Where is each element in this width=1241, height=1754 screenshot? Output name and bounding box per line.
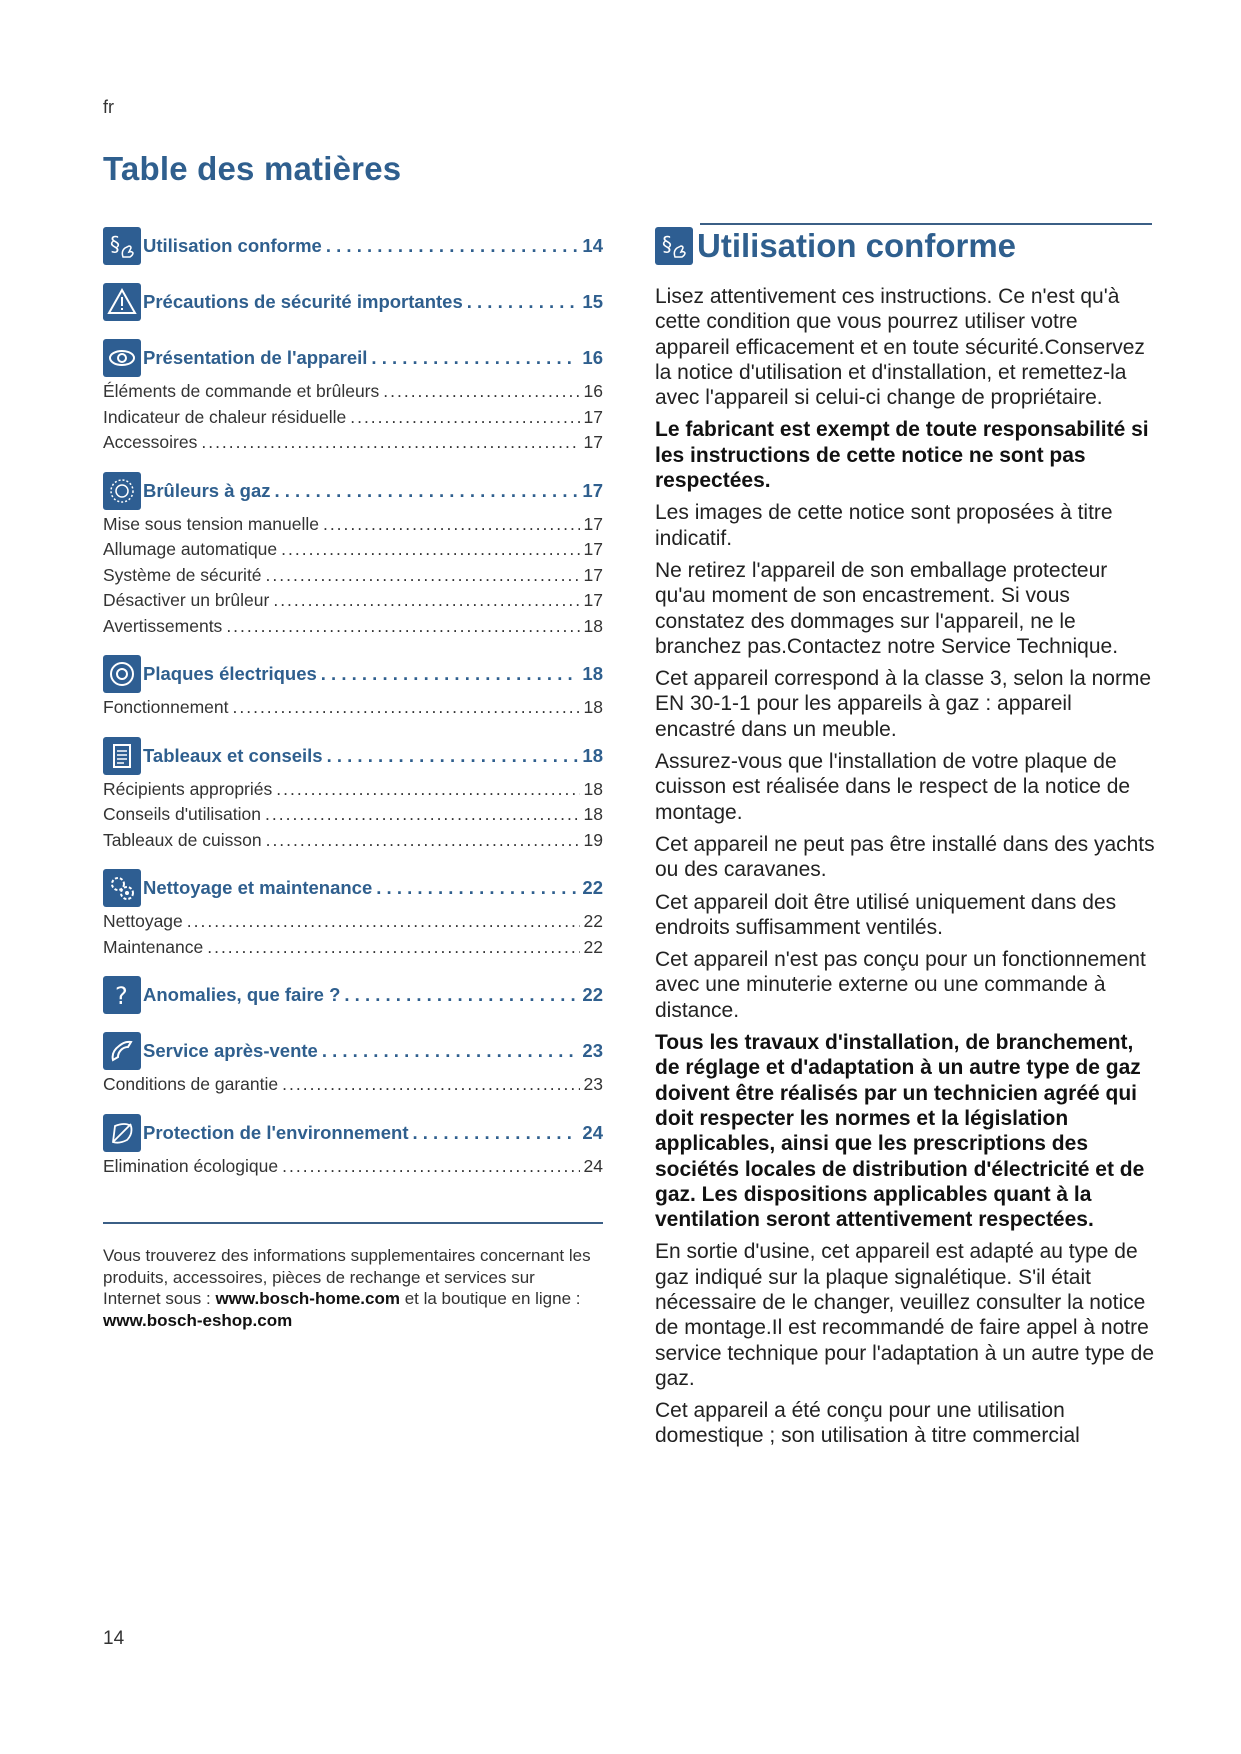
toc-subentry-title: Elimination écologique xyxy=(103,1155,279,1176)
toc-subentry[interactable] xyxy=(103,1154,603,1180)
leader-dots xyxy=(344,984,578,1006)
toc-subentry-title: Accessoires xyxy=(103,432,198,452)
leader-dots xyxy=(201,430,579,456)
toc-entry-title: Brûleurs à gaz xyxy=(143,479,271,501)
toc-entry-title: Nettoyage et maintenance xyxy=(143,877,373,898)
leader-dots xyxy=(323,512,580,538)
footnote-text-1: Vous trouverez des informations supplementaires concernant les produits, accessoires, pièces de rechange et services sur Internet sous : xyxy=(103,1246,591,1308)
paragraph: En sortie d'usine, cet appareil est adapté au type de gaz indiqué sur la plaque signalétique. S'il était nécessaire de le changer, veuillez consulter la notice de montage.Il est recommandé de faire appel à notre service technique pour l'adaptation à un autre type de gaz. xyxy=(655,1240,1155,1390)
leader-dots xyxy=(371,347,578,369)
toc-subentry[interactable] xyxy=(103,563,603,589)
paragraph: Cet appareil a été conçu pour une utilisation domestique ; son utilisation à titre commercial xyxy=(655,1399,1080,1448)
toc-subentry[interactable] xyxy=(103,828,603,854)
svg-text:§: § xyxy=(110,232,120,256)
toc-subentry[interactable] xyxy=(103,935,603,961)
table-of-contents xyxy=(103,225,603,1193)
toc-section xyxy=(103,867,603,960)
warning-icon xyxy=(103,283,141,321)
toc-section xyxy=(103,470,603,640)
toc-entry-title: Service après-vente xyxy=(143,1040,318,1061)
toc-subentry[interactable] xyxy=(103,405,603,431)
toc-entry-page: 16 xyxy=(582,347,603,368)
section-header xyxy=(655,222,1155,270)
toc-subentry-page: 16 xyxy=(583,381,603,401)
leader-dots xyxy=(187,909,580,935)
toc-subentry-title: Mise sous tension manuelle xyxy=(103,513,319,534)
toc-subentry-page: 17 xyxy=(583,539,603,559)
toc-entry[interactable] xyxy=(103,974,603,1016)
paragraph: Cet appareil ne peut pas être installé dans des yachts ou des caravanes. xyxy=(655,832,1155,882)
toc-subentry-page: 17 xyxy=(583,590,603,610)
toc-subentry-page: 17 xyxy=(583,513,603,534)
section-utilisation-conforme xyxy=(655,222,1155,1456)
toc-subentry-title: Tableaux de cuisson xyxy=(103,829,262,850)
toc-subentry-title: Avertissements xyxy=(103,615,223,636)
toc-subentry-page: 18 xyxy=(583,804,603,824)
toc-entry-title: Présentation de l'appareil xyxy=(143,347,368,368)
footnote-divider xyxy=(103,1222,603,1224)
leader-dots xyxy=(321,663,579,685)
cleaning-gear-icon xyxy=(103,869,141,907)
toc-subentry[interactable] xyxy=(103,430,603,456)
toc-entry-page: 24 xyxy=(582,1121,603,1143)
toc-subentry[interactable] xyxy=(103,777,603,803)
leader-dots xyxy=(266,563,580,589)
toc-subentry[interactable] xyxy=(103,537,603,563)
toc-subentry-title: Allumage automatique xyxy=(103,539,278,559)
toc-section xyxy=(103,1112,603,1180)
toc-subentry[interactable] xyxy=(103,1072,603,1098)
toc-entry-text xyxy=(143,1122,603,1144)
toc-subentry-title: Indicateur de chaleur résiduelle xyxy=(103,406,347,427)
toc-entry-page: 22 xyxy=(582,877,603,898)
toc-entry-text xyxy=(143,984,603,1006)
toc-subentry-title: Conditions de garantie xyxy=(103,1074,279,1094)
toc-entry[interactable] xyxy=(103,867,603,909)
toc-subentry[interactable] xyxy=(103,695,603,721)
section-body xyxy=(655,284,1155,1449)
toc-entry-text xyxy=(143,877,603,899)
leader-dots xyxy=(322,1040,579,1062)
toc-entry[interactable] xyxy=(103,225,603,267)
toc-entry-title: Précautions de sécurité importantes xyxy=(143,291,463,312)
toc-subentry[interactable] xyxy=(103,512,603,538)
toc-entry-title: Utilisation conforme xyxy=(143,235,322,256)
leader-dots xyxy=(376,877,578,899)
toc-entry-page: 23 xyxy=(582,1040,603,1061)
toc-subentry-page: 24 xyxy=(583,1155,603,1176)
toc-entry[interactable] xyxy=(103,470,603,512)
leader-dots xyxy=(265,802,580,828)
recycle-icon xyxy=(103,1114,141,1152)
toc-section xyxy=(103,281,603,323)
hotplate-icon xyxy=(103,655,141,693)
leader-dots xyxy=(266,828,580,854)
leader-dots xyxy=(350,405,579,431)
toc-entry-page: 18 xyxy=(582,663,603,684)
toc-section xyxy=(103,974,603,1016)
toc-subentry[interactable] xyxy=(103,802,603,828)
toc-entry[interactable] xyxy=(103,337,603,379)
toc-entry-title: Plaques électriques xyxy=(143,663,317,684)
website-link[interactable]: www.bosch-home.com xyxy=(215,1289,400,1308)
toc-entry-title: Tableaux et conseils xyxy=(143,744,323,766)
toc-entry-title: Protection de l'environnement xyxy=(143,1121,409,1143)
toc-subentry[interactable] xyxy=(103,588,603,614)
toc-entry-text xyxy=(143,480,603,502)
toc-subentry-title: Conseils d'utilisation xyxy=(103,804,262,824)
leader-dots xyxy=(467,291,579,313)
paragraph: Lisez attentivement ces instructions. Ce n'est qu'à cette condition que vous pourrez utiliser votre appareil efficacement et en toute sécurité.Conservez la notice d'utilisation et d'installation, et remettez-la avec l'appareil si celui-ci change de propriétaire. xyxy=(655,285,1145,410)
section-title: Utilisation conforme xyxy=(697,227,1017,264)
toc-entry[interactable] xyxy=(103,1112,603,1154)
toc-subentry-title: Éléments de commande et brûleurs xyxy=(103,381,380,401)
leader-dots xyxy=(282,1154,579,1180)
paragraph-hand-icon xyxy=(655,227,693,265)
phone-icon xyxy=(103,1032,141,1070)
leader-dots xyxy=(233,695,580,721)
bold-paragraph: Tous les travaux d'installation, de branchement, de réglage et d'adaptation à un autre type de gaz doivent être réalisés par un technicien agréé qui doit respecter les normes et la législation applicables, ainsi que les prescriptions des sociétés locales de distribution d'électricité et de gaz. Les dispositions applicables quant à la ventilation seront attentivement respectées. xyxy=(655,1031,1145,1232)
paragraph: Assurez-vous que l'installation de votre plaque de cuisson est réalisée dans le respect de la notice de montage. xyxy=(655,750,1131,824)
paragraph: Cet appareil n'est pas conçu pour un fonctionnement avec une minuterie externe ou une commande à distance. xyxy=(655,948,1146,1022)
paragraph-hand-icon xyxy=(103,227,141,265)
toc-entry-title: Anomalies, que faire ? xyxy=(143,984,341,1005)
toc-section xyxy=(103,225,603,267)
paragraph: Cet appareil correspond à la classe 3, selon la norme EN 30-1-1 pour les appareils à gaz : appareil encastré dans un meuble. xyxy=(655,667,1152,741)
toc-entry[interactable] xyxy=(103,735,603,777)
toc-subentry[interactable] xyxy=(103,379,603,405)
toc-entry[interactable] xyxy=(103,1030,603,1072)
leader-dots xyxy=(276,777,579,803)
leader-dots xyxy=(275,480,579,502)
toc-subentry-title: Récipients appropriés xyxy=(103,778,273,799)
svg-text:§: § xyxy=(662,232,672,256)
toc-subentry-title: Désactiver un brûleur xyxy=(103,590,270,610)
toc-entry-page: 22 xyxy=(582,984,603,1005)
svg-text:?: ? xyxy=(115,982,128,1010)
document-icon xyxy=(103,737,141,775)
leader-dots xyxy=(413,1122,579,1144)
page-title: Table des matières xyxy=(103,150,402,187)
footnote xyxy=(103,1245,593,1331)
toc-subentry-page: 18 xyxy=(583,778,603,799)
leader-dots xyxy=(273,588,579,614)
toc-subentry-page: 18 xyxy=(583,697,603,717)
language-code: fr xyxy=(103,97,114,117)
bold-paragraph: Le fabricant est exempt de toute responsabilité si les instructions de cette notice ne sont pas respectées. xyxy=(655,418,1149,493)
toc-subentry-title: Nettoyage xyxy=(103,911,183,931)
toc-section xyxy=(103,337,603,456)
leader-dots xyxy=(226,614,579,640)
gas-burner-icon xyxy=(103,472,141,510)
question-icon xyxy=(103,976,141,1014)
toc-subentry[interactable] xyxy=(103,909,603,935)
toc-section xyxy=(103,735,603,854)
toc-subentry-page: 17 xyxy=(583,406,603,427)
toc-entry-text xyxy=(143,1040,603,1062)
toc-entry-text xyxy=(143,235,603,257)
toc-subentry[interactable] xyxy=(103,614,603,640)
toc-entry-text xyxy=(143,745,603,767)
toc-subentry-page: 17 xyxy=(583,564,603,585)
eye-icon xyxy=(103,339,141,377)
toc-entry-page: 18 xyxy=(582,744,603,766)
page-number: 14 xyxy=(103,1628,125,1649)
leader-dots xyxy=(326,235,579,257)
toc-entry-page: 14 xyxy=(582,235,603,256)
toc-entry-text xyxy=(143,347,603,369)
toc-entry-page: 15 xyxy=(582,291,603,312)
toc-subentry-title: Fonctionnement xyxy=(103,697,229,717)
toc-entry[interactable] xyxy=(103,281,603,323)
toc-subentry-page: 22 xyxy=(583,936,603,957)
toc-subentry-page: 18 xyxy=(583,615,603,636)
paragraph: Cet appareil doit être utilisé uniquement dans des endroits suffisamment ventilés. xyxy=(655,890,1117,939)
leader-dots xyxy=(207,935,579,961)
toc-subentry-title: Système de sécurité xyxy=(103,564,262,585)
toc-subentry-page: 22 xyxy=(583,911,603,931)
toc-section xyxy=(103,1030,603,1098)
paragraph: Ne retirez l'appareil de son emballage protecteur qu'au moment de son encastrement. Si vous constatez des dommages sur l'appareil, ne le branchez pas.Contactez notre Service Technique. xyxy=(655,558,1119,658)
toc-entry-text xyxy=(143,291,603,313)
leader-dots xyxy=(383,379,579,405)
toc-entry[interactable] xyxy=(103,653,603,695)
toc-subentry-title: Maintenance xyxy=(103,936,204,957)
eshop-link[interactable]: www.bosch-eshop.com xyxy=(103,1310,293,1330)
leader-dots xyxy=(281,537,579,563)
leader-dots xyxy=(282,1072,579,1098)
toc-subentry-page: 17 xyxy=(583,432,603,452)
paragraph: Les images de cette notice sont proposées à titre indicatif. xyxy=(655,501,1113,550)
footnote-text-2: et la boutique en ligne : xyxy=(399,1289,581,1308)
toc-subentry-page: 19 xyxy=(583,829,603,850)
toc-subentry-page: 23 xyxy=(583,1074,603,1094)
toc-entry-page: 17 xyxy=(582,479,603,501)
leader-dots xyxy=(327,745,579,767)
toc-section xyxy=(103,653,603,721)
toc-entry-text xyxy=(143,663,603,685)
